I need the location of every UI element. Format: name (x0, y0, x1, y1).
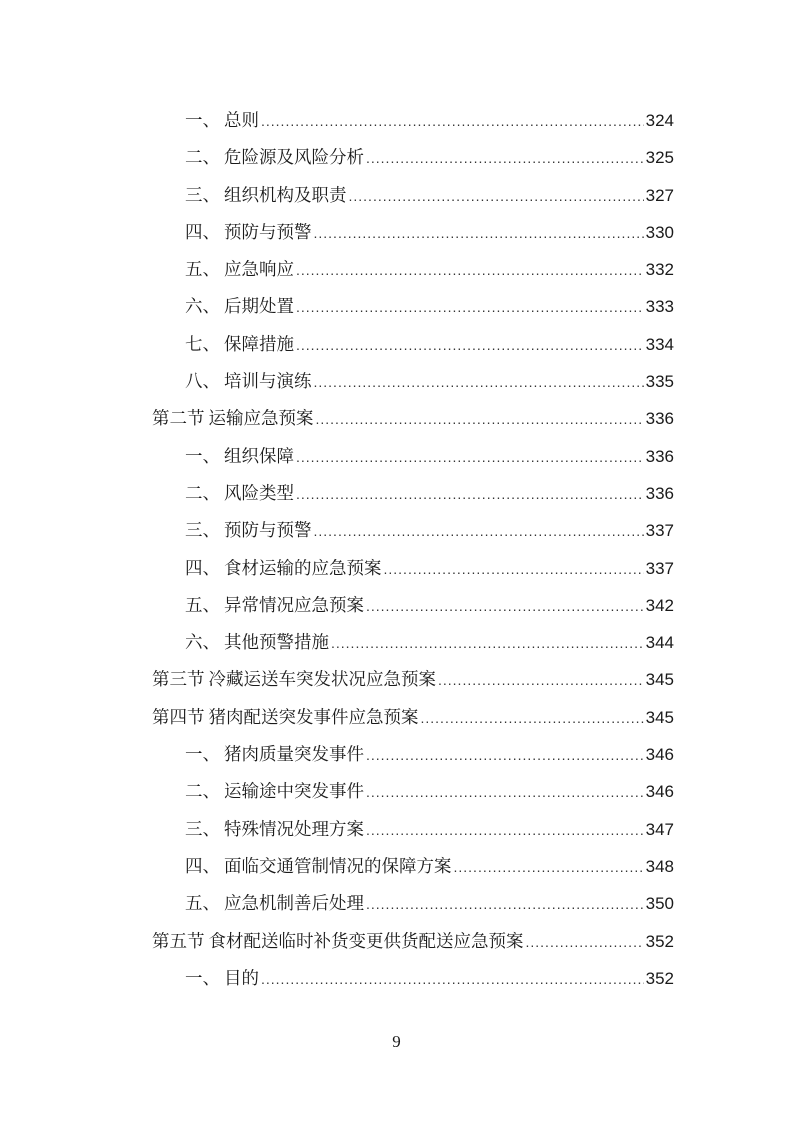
toc-entry-label (185, 886, 364, 923)
toc-entry-page: 325 (645, 148, 674, 168)
toc-entry[interactable] (152, 475, 674, 512)
toc-entry-page: 342 (645, 595, 674, 615)
toc-entry-title: 食材运输的应急预案 (224, 558, 382, 579)
toc-entry[interactable] (152, 363, 674, 400)
toc-entry[interactable] (152, 587, 674, 624)
toc-entry-label (185, 439, 294, 476)
toc-entry-page: 327 (645, 185, 674, 205)
toc-entry-label (185, 327, 294, 364)
toc-entry-page: 336 (645, 483, 674, 503)
toc-entry-label (152, 924, 524, 961)
toc-entry-page: 337 (645, 521, 674, 541)
toc-entry-label (185, 812, 364, 849)
dot-leader (331, 625, 644, 662)
toc-entry-number: 一、 (185, 446, 220, 467)
dot-leader (366, 140, 644, 177)
toc-entry-number: 二、 (185, 148, 220, 169)
toc-entry-title: 其他预警措施 (224, 633, 329, 654)
toc-entry-number: 六、 (185, 297, 220, 318)
toc-section-entry[interactable] (152, 661, 674, 698)
toc-entry-label (152, 401, 314, 438)
dot-leader (261, 961, 644, 998)
toc-entry-title: 保障措施 (224, 334, 294, 355)
dot-leader (296, 327, 644, 364)
toc-entry[interactable] (152, 848, 674, 885)
toc-entry-title: 危险源及风险分析 (224, 148, 364, 169)
toc-section-entry[interactable] (152, 923, 674, 960)
toc-entry-number: 二、 (185, 483, 220, 504)
toc-entry-label (185, 252, 294, 289)
toc-entry-label (185, 961, 259, 998)
toc-entry-title: 组织保障 (224, 446, 294, 467)
toc-entry-title: 面临交通管制情况的保障方案 (224, 856, 452, 877)
toc-entry-number: 三、 (185, 819, 220, 840)
toc-entry-title: 目的 (224, 968, 259, 989)
dot-leader (366, 886, 644, 923)
toc-entry-page: 337 (645, 558, 674, 578)
toc-entry-label (185, 849, 452, 886)
dot-leader (526, 924, 644, 961)
toc-entry[interactable] (152, 214, 674, 251)
toc-entry-label (185, 364, 312, 401)
toc-entry-page: 334 (645, 334, 674, 354)
toc-entry-page: 345 (645, 707, 674, 727)
toc-entry-title: 冷藏运送车突发状况应急预案 (208, 670, 436, 691)
toc-entry-label (185, 476, 294, 513)
dot-leader (384, 551, 644, 588)
toc-entry[interactable] (152, 102, 674, 139)
page-number: 9 (392, 1032, 401, 1051)
toc-entry-label (185, 513, 312, 550)
toc-entry-label (185, 289, 294, 326)
toc-entry-title: 组织机构及职责 (224, 185, 347, 206)
dot-leader (366, 774, 644, 811)
toc-entry-label (152, 700, 419, 737)
toc-entry-label (185, 215, 312, 252)
dot-leader (314, 364, 644, 401)
toc-entry[interactable] (152, 550, 674, 587)
toc-entry-page: 352 (645, 968, 674, 988)
toc-entry[interactable] (152, 288, 674, 325)
dot-leader (314, 513, 644, 550)
dot-leader (349, 178, 644, 215)
toc-entry-page: 336 (645, 409, 674, 429)
toc-entry-number: 第四节 (152, 707, 205, 728)
toc-entry-number: 一、 (185, 111, 220, 131)
toc-entry-title: 应急机制善后处理 (224, 894, 364, 915)
toc-entry-page: 352 (645, 931, 674, 951)
dot-leader (261, 103, 644, 140)
dot-leader (454, 849, 644, 886)
dot-leader (296, 289, 644, 326)
toc-entry-number: 第五节 (152, 931, 205, 952)
toc-entry-page: 346 (645, 782, 674, 802)
toc-entry-label (185, 140, 364, 177)
toc-entry-page: 336 (645, 446, 674, 466)
toc-entry[interactable] (152, 512, 674, 549)
dot-leader (316, 401, 644, 438)
toc-entry[interactable] (152, 885, 674, 922)
dot-leader (314, 215, 644, 252)
toc-entry-number: 八、 (185, 372, 220, 393)
toc-entry-label (185, 588, 364, 625)
toc-entry-label (185, 551, 382, 588)
toc-entry-label (152, 662, 436, 699)
toc-entry[interactable] (152, 326, 674, 363)
dot-leader (296, 476, 644, 513)
toc-entry-title: 特殊情况处理方案 (224, 819, 364, 840)
dot-leader (438, 662, 644, 699)
toc-entry-title: 运输应急预案 (208, 409, 314, 430)
toc-entry-title: 后期处置 (224, 297, 294, 318)
toc-entry-page: 347 (645, 819, 674, 839)
toc-entry-number: 五、 (185, 260, 220, 281)
toc-entry-number: 三、 (185, 521, 220, 542)
toc-entry-page: 350 (645, 894, 674, 914)
toc-entry-number: 二、 (185, 782, 220, 803)
toc-entry-title: 风险类型 (224, 483, 294, 504)
toc-entry-number: 四、 (185, 856, 220, 877)
toc-entry-number: 五、 (185, 894, 220, 915)
toc-entry-number: 第三节 (152, 670, 205, 691)
toc-entry-page: 344 (645, 633, 674, 653)
toc-entry-title: 运输途中突发事件 (224, 782, 364, 803)
toc-entry-title: 培训与演练 (224, 372, 312, 393)
toc-entry-title: 食材配送临时补货变更供货配送应急预案 (208, 931, 524, 952)
toc-entry-number: 三、 (185, 185, 220, 206)
toc-entry-page: 346 (645, 745, 674, 765)
toc-entry-title: 应急响应 (224, 260, 294, 281)
toc-entry-number: 七、 (185, 334, 220, 355)
toc-entry-number: 四、 (185, 558, 220, 579)
toc-entry-title: 异常情况应急预案 (224, 595, 364, 616)
table-of-contents (152, 102, 674, 997)
toc-entry[interactable] (152, 960, 674, 997)
toc-entry-page: 333 (645, 297, 674, 317)
toc-section-entry[interactable] (152, 699, 674, 736)
toc-entry-page: 345 (645, 670, 674, 690)
toc-entry-label (185, 103, 259, 140)
toc-entry-page: 335 (645, 372, 674, 392)
toc-entry-title: 猪肉配送突发事件应急预案 (208, 707, 419, 728)
toc-entry[interactable] (152, 736, 674, 773)
toc-entry[interactable] (152, 773, 674, 810)
toc-entry-number: 一、 (185, 745, 220, 766)
toc-section-entry[interactable] (152, 400, 674, 437)
toc-entry-page: 348 (645, 856, 674, 876)
toc-entry-label (185, 625, 329, 662)
toc-entry-page: 324 (645, 111, 674, 130)
toc-entry-title: 预防与预警 (224, 521, 312, 542)
toc-entry[interactable] (152, 438, 674, 475)
toc-entry-number: 五、 (185, 595, 220, 616)
toc-entry-number: 六、 (185, 633, 220, 654)
toc-entry-number: 四、 (185, 222, 220, 243)
toc-entry-number: 一、 (185, 968, 220, 989)
toc-entry-label (185, 774, 364, 811)
toc-entry[interactable] (152, 251, 674, 288)
dot-leader (366, 812, 644, 849)
toc-entry[interactable] (152, 139, 674, 176)
dot-leader (296, 439, 644, 476)
toc-entry-page: 330 (645, 222, 674, 242)
toc-entry-title: 猪肉质量突发事件 (224, 745, 364, 766)
toc-entry-number: 第二节 (152, 409, 205, 430)
dot-leader (421, 700, 644, 737)
toc-entry[interactable] (152, 177, 674, 214)
toc-entry-page: 332 (645, 260, 674, 280)
toc-entry-title: 总则 (224, 111, 259, 131)
dot-leader (366, 737, 644, 774)
toc-entry-title: 预防与预警 (224, 222, 312, 243)
toc-entry-label (185, 737, 364, 774)
dot-leader (366, 588, 644, 625)
toc-entry-label (185, 178, 347, 215)
toc-entry[interactable] (152, 811, 674, 848)
toc-entry[interactable] (152, 624, 674, 661)
dot-leader (296, 252, 644, 289)
